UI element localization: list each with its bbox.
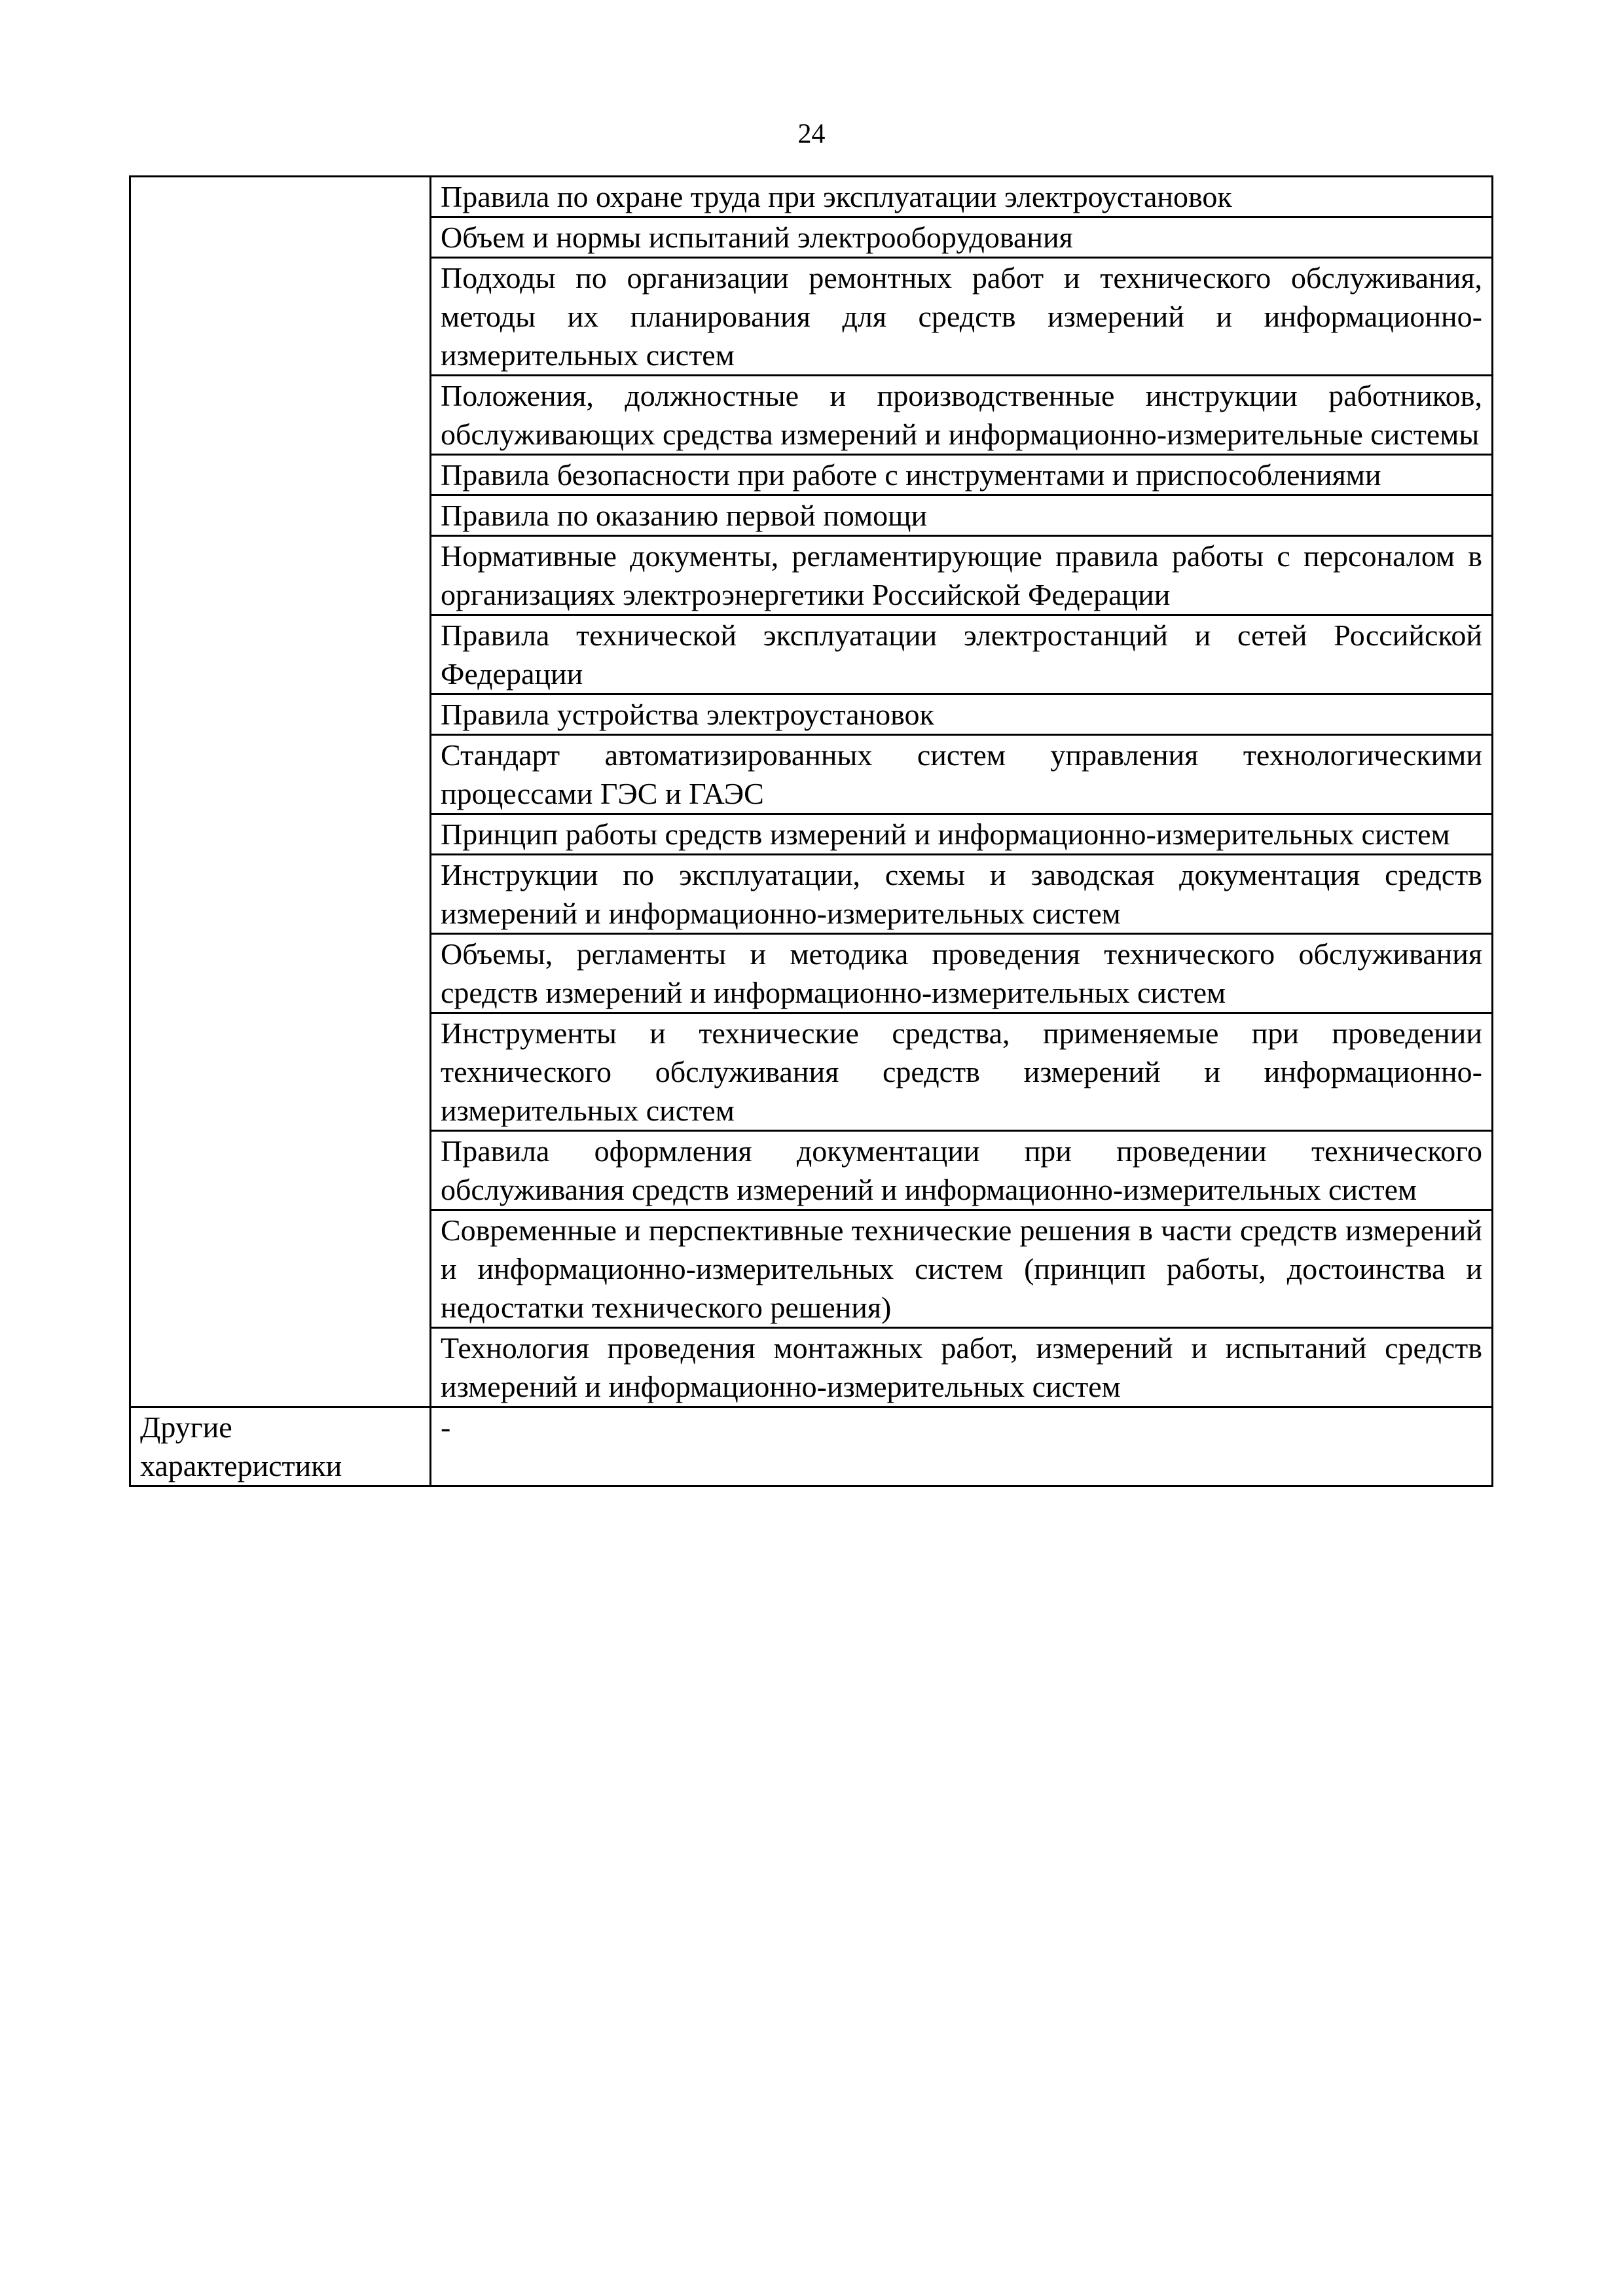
- requirements-table: [129, 175, 1493, 1487]
- knowledge-item: Нормативные документы, регламентирующие правила работы с персоналом в организациях электроэнергетики Российской Федерации: [431, 536, 1493, 615]
- knowledge-item: Объемы, регламенты и методика проведения технического обслуживания средств измерений и информационно-измерительных систем: [431, 934, 1493, 1013]
- knowledge-item: Правила по оказанию первой помощи: [431, 495, 1493, 536]
- knowledge-item: Положения, должностные и производственные инструкции работников, обслуживающих средства измерений и информационно-измерительные системы: [431, 376, 1493, 455]
- table-row: [130, 177, 1493, 217]
- other-characteristics-row: [130, 1407, 1493, 1486]
- page-number: 24: [797, 119, 826, 149]
- other-characteristics-value: -: [431, 1407, 1493, 1486]
- other-characteristics-label: Другие характеристики: [130, 1407, 431, 1486]
- knowledge-item: Принцип работы средств измерений и информационно-измерительных систем: [431, 814, 1493, 855]
- knowledge-label-cell: [130, 177, 431, 1407]
- knowledge-item: Объем и нормы испытаний электрооборудования: [431, 217, 1493, 258]
- knowledge-item: Инструменты и технические средства, применяемые при проведении технического обслуживания средств измерений и информационно-измерительных систем: [431, 1013, 1493, 1131]
- knowledge-item: Правила оформления документации при проведении технического обслуживания средств измерений и информационно-измерительных систем: [431, 1131, 1493, 1210]
- knowledge-item: Правила безопасности при работе с инструментами и приспособлениями: [431, 455, 1493, 495]
- knowledge-item: Современные и перспективные технические решения в части средств измерений и информационно-измерительных систем (принцип работы, достоинства и недостатки технического решения): [431, 1210, 1493, 1328]
- knowledge-item: Технология проведения монтажных работ, измерений и испытаний средств измерений и информационно-измерительных систем: [431, 1328, 1493, 1407]
- knowledge-item: Правила устройства электроустановок: [431, 694, 1493, 735]
- knowledge-item: Правила по охране труда при эксплуатации электроустановок: [431, 177, 1493, 217]
- knowledge-item: Стандарт автоматизированных систем управления технологическими процессами ГЭС и ГАЭС: [431, 735, 1493, 814]
- knowledge-item: Подходы по организации ремонтных работ и технического обслуживания, методы их планирования для средств измерений и информационно-измерительных систем: [431, 258, 1493, 376]
- knowledge-item: Правила технической эксплуатации электростанций и сетей Российской Федерации: [431, 615, 1493, 694]
- knowledge-item: Инструкции по эксплуатации, схемы и заводская документация средств измерений и информационно-измерительных систем: [431, 855, 1493, 934]
